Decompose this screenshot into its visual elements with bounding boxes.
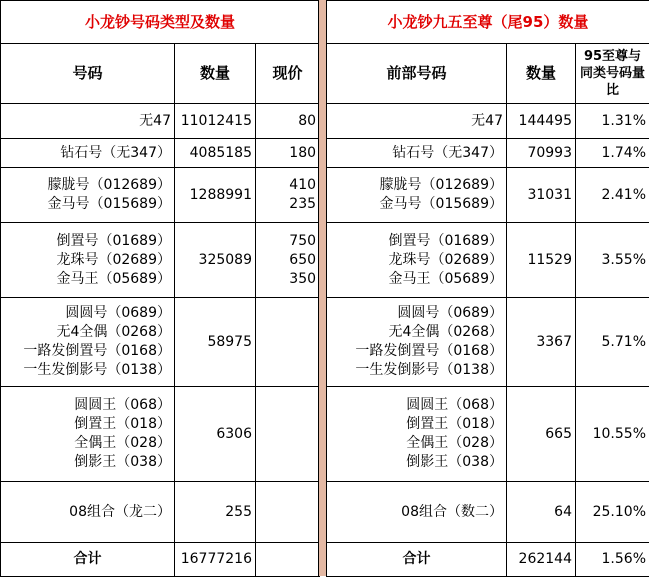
total-count: 262144 (507, 543, 576, 577)
left-header-number: 号码 (1, 44, 175, 104)
number-type: 无4全偶（0268） (330, 323, 503, 342)
number-type: 倒置号（01689） (330, 232, 503, 251)
number-type-cell (327, 104, 507, 139)
number-type-cell (327, 223, 507, 298)
total-label: 合计 (327, 543, 507, 577)
count-cell: 325089 (175, 223, 256, 298)
table-row (327, 482, 649, 543)
number-type-cell (1, 223, 175, 298)
number-type: 钻石号（无347） (4, 144, 171, 163)
table-row (1, 387, 320, 482)
count-cell: 64 (507, 482, 576, 543)
price: 235 (259, 195, 316, 214)
number-type: 金马王（05689） (4, 270, 171, 289)
count-cell: 70993 (507, 139, 576, 168)
total-row (327, 543, 649, 577)
table-row (1, 223, 320, 298)
ratio-cell: 2.41% (576, 168, 649, 223)
price-cell (256, 168, 320, 223)
table-row (327, 104, 649, 139)
count-cell: 6306 (175, 387, 256, 482)
left-table (0, 0, 320, 577)
price: 180 (259, 144, 316, 163)
right-header-count: 数量 (507, 44, 576, 104)
price-cell (256, 387, 320, 482)
number-type-cell (1, 104, 175, 139)
ratio-cell: 5.71% (576, 298, 649, 387)
price-cell (256, 482, 320, 543)
count-cell: 11012415 (175, 104, 256, 139)
ratio-cell: 3.55% (576, 223, 649, 298)
number-type: 倒置号（01689） (4, 232, 171, 251)
table-row (327, 139, 649, 168)
number-type: 08组合（龙二） (4, 503, 171, 522)
price: 750 (259, 232, 316, 251)
number-type-cell (1, 298, 175, 387)
count-cell: 11529 (507, 223, 576, 298)
table-row (327, 298, 649, 387)
count-cell: 144495 (507, 104, 576, 139)
number-type-cell (1, 482, 175, 543)
number-type: 倒影王（038） (330, 453, 503, 472)
count-cell: 4085185 (175, 139, 256, 168)
price: 410 (259, 176, 316, 195)
number-type-cell (1, 387, 175, 482)
number-type-cell (327, 482, 507, 543)
table-row (1, 139, 320, 168)
table-row (327, 387, 649, 482)
right-table (326, 0, 649, 577)
number-type: 一生发倒影号（0138） (330, 361, 503, 380)
number-type-cell (327, 168, 507, 223)
count-cell: 3367 (507, 298, 576, 387)
number-type: 龙珠号（02689） (4, 251, 171, 270)
number-type: 一生发倒影号（0138） (4, 361, 171, 380)
number-type: 无47 (4, 112, 171, 131)
number-type: 无47 (330, 112, 503, 131)
ratio-cell: 10.55% (576, 387, 649, 482)
price-cell (256, 223, 320, 298)
number-type-cell (1, 168, 175, 223)
table-row (327, 168, 649, 223)
number-type: 倒置王（018） (330, 415, 503, 434)
number-type: 圆圆王（068） (330, 396, 503, 415)
number-type: 朦胧号（012689） (4, 176, 171, 195)
number-type: 全偶王（028） (330, 434, 503, 453)
number-type: 朦胧号（012689） (330, 176, 503, 195)
ratio-cell: 25.10% (576, 482, 649, 543)
price: 650 (259, 251, 316, 270)
number-type-cell (327, 298, 507, 387)
number-type: 全偶王（028） (4, 434, 171, 453)
number-type: 倒影王（038） (4, 453, 171, 472)
number-type-cell (1, 139, 175, 168)
total-count: 16777216 (175, 543, 256, 577)
left-header-count: 数量 (175, 44, 256, 104)
number-type-cell (327, 139, 507, 168)
number-type: 金马王（05689） (330, 270, 503, 289)
number-type: 一路发倒置号（0168） (330, 342, 503, 361)
count-cell: 255 (175, 482, 256, 543)
number-type: 金马号（015689） (330, 195, 503, 214)
price: 80 (259, 112, 316, 131)
number-type: 一路发倒置号（0168） (4, 342, 171, 361)
table-row (1, 482, 320, 543)
number-type: 无4全偶（0268） (4, 323, 171, 342)
table-row (1, 104, 320, 139)
total-row (1, 543, 320, 577)
price: 350 (259, 270, 316, 289)
number-type: 08组合（数二） (330, 503, 503, 522)
table-row (1, 298, 320, 387)
ratio-cell: 1.74% (576, 139, 649, 168)
number-type: 金马号（015689） (4, 195, 171, 214)
total-label: 合计 (1, 543, 175, 577)
number-type: 钻石号（无347） (330, 144, 503, 163)
number-type: 倒置王（018） (4, 415, 171, 434)
number-type: 圆圆王（068） (4, 396, 171, 415)
count-cell: 665 (507, 387, 576, 482)
right-header-number: 前部号码 (327, 44, 507, 104)
table-row (1, 168, 320, 223)
total-price-cell (256, 543, 320, 577)
count-cell: 31031 (507, 168, 576, 223)
number-type: 圆圆号（0689） (330, 304, 503, 323)
left-header-price: 现价 (256, 44, 320, 104)
right-table-title: 小龙钞九五至尊（尾95）数量 (327, 1, 649, 44)
price-cell (256, 104, 320, 139)
price-cell (256, 139, 320, 168)
number-type: 龙珠号（02689） (330, 251, 503, 270)
table-row (327, 223, 649, 298)
ratio-cell: 1.31% (576, 104, 649, 139)
total-ratio: 1.56% (576, 543, 649, 577)
price-cell (256, 298, 320, 387)
count-cell: 1288991 (175, 168, 256, 223)
count-cell: 58975 (175, 298, 256, 387)
number-type: 圆圆号（0689） (4, 304, 171, 323)
number-type-cell (327, 387, 507, 482)
left-table-title: 小龙钞号码类型及数量 (1, 1, 320, 44)
right-header-ratio: 95至尊与同类号码量比 (576, 44, 649, 104)
